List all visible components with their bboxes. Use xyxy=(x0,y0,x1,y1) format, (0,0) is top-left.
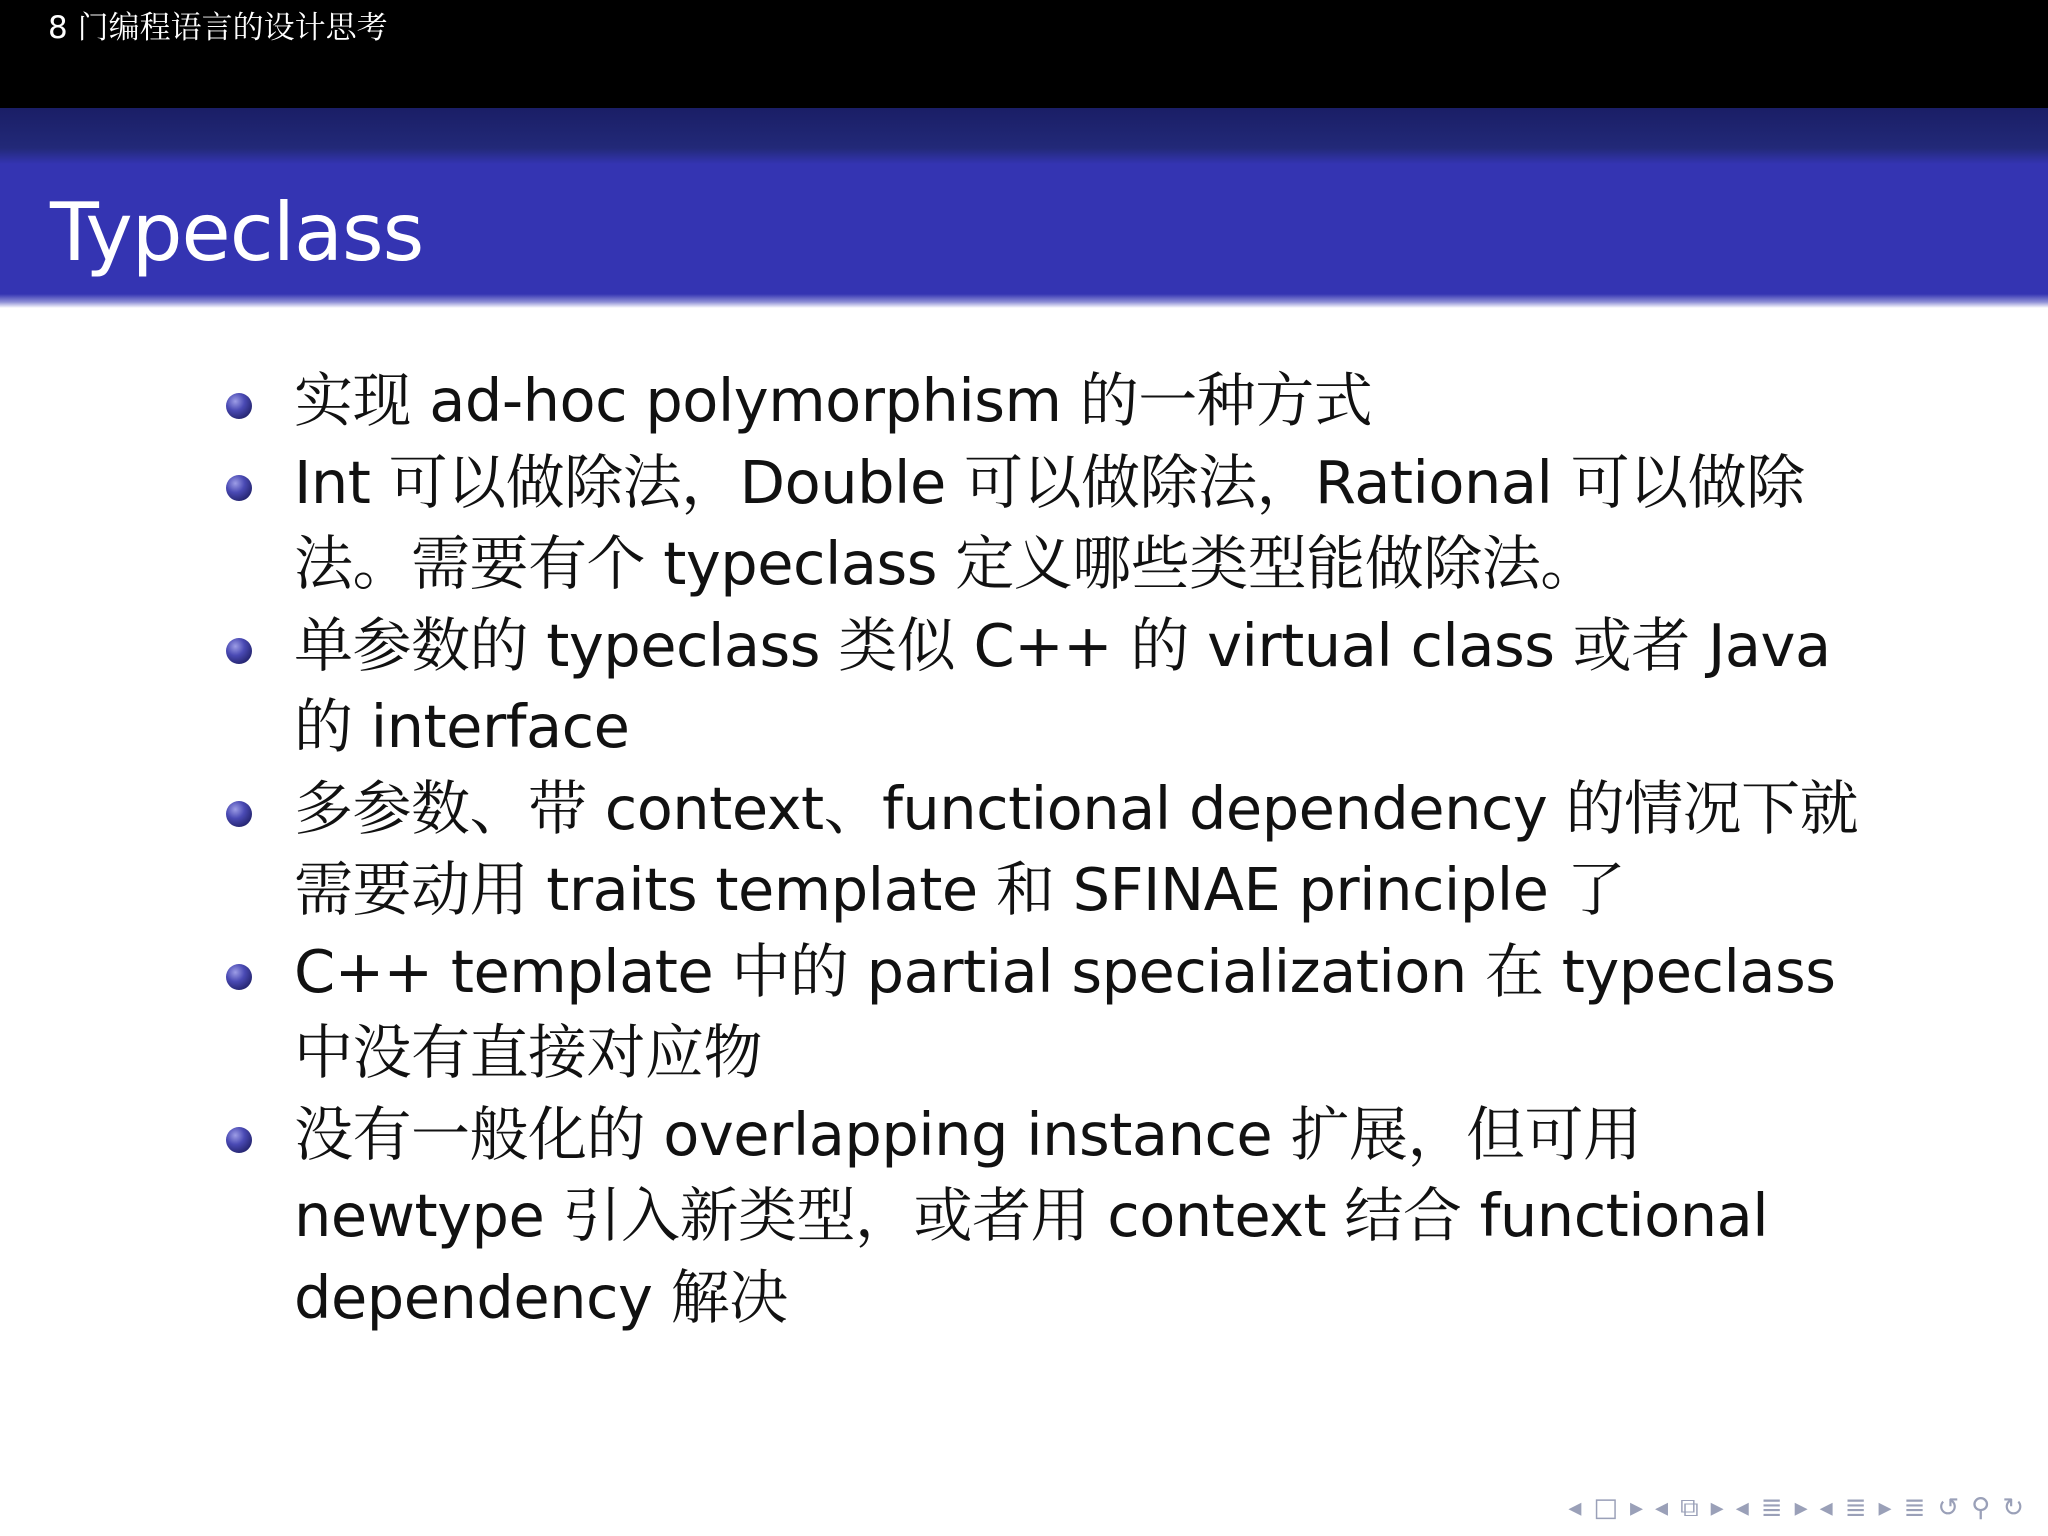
list-item xyxy=(226,1094,1906,1339)
nav-prev-frame-icon[interactable]: ◂ xyxy=(1568,1493,1582,1523)
nav-subsection-icon[interactable]: ⧉ xyxy=(1680,1492,1699,1523)
list-item xyxy=(226,605,1906,768)
nav-forward-icon[interactable]: ↻ xyxy=(2002,1493,2024,1523)
list-item-text: 没有一般化的 overlapping instance 扩展，但可用 newtype 引入新类型，或者用 context 结合 functional dependency 解决 xyxy=(294,1099,1769,1332)
document-title: 8 门编程语言的设计思考 xyxy=(48,10,388,46)
list-item-text: 多参数、带 context、functional dependency 的情况下就需要动用 traits template 和 SFINAE principle 了 xyxy=(294,773,1859,924)
nav-next-subsection-icon[interactable]: ▸ xyxy=(1710,1493,1724,1523)
bullet-icon xyxy=(226,1127,252,1153)
bullet-icon xyxy=(226,964,252,990)
nav-prev-part-icon[interactable]: ◂ xyxy=(1819,1493,1833,1523)
nav-back-icon[interactable]: ↺ xyxy=(1937,1493,1960,1523)
list-item xyxy=(226,442,1906,605)
list-item-text: Int 可以做除法，Double 可以做除法，Rational 可以做除法。需要有个 typeclass 定义哪些类型能做除法。 xyxy=(294,447,1805,598)
nav-prev-subsection-icon[interactable]: ◂ xyxy=(1655,1493,1669,1523)
nav-next-frame-icon[interactable]: ▸ xyxy=(1629,1493,1644,1523)
nav-part-icon[interactable]: ≣ xyxy=(1844,1493,1867,1523)
frame-title: Typeclass xyxy=(50,186,424,279)
bullet-icon xyxy=(226,393,252,419)
list-item-text: C++ template 中的 partial specialization 在 typeclass 中没有直接对应物 xyxy=(294,936,1836,1087)
nav-next-section-icon[interactable]: ▸ xyxy=(1794,1493,1808,1523)
header-bar xyxy=(0,0,2048,108)
list-item xyxy=(226,768,1906,931)
list-item-text: 实现 ad-hoc polymorphism 的一种方式 xyxy=(294,366,1373,435)
nav-search-icon[interactable]: ⚲ xyxy=(1971,1493,1991,1523)
bullet-icon xyxy=(226,475,252,501)
list-item xyxy=(226,931,1906,1094)
bullet-icon xyxy=(226,638,252,664)
nav-section-icon[interactable]: ≣ xyxy=(1760,1493,1783,1523)
list-item-text: 单参数的 typeclass 类似 C++ 的 virtual class 或者 Java 的 interface xyxy=(294,610,1831,761)
list-item xyxy=(226,360,1906,442)
nav-next-part-icon[interactable]: ▸ xyxy=(1878,1493,1892,1523)
beamer-navigation xyxy=(1568,1488,2024,1528)
nav-toc-icon[interactable]: ≣ xyxy=(1903,1493,1926,1523)
bullet-icon xyxy=(226,801,252,827)
nav-frame-icon[interactable]: □ xyxy=(1593,1493,1618,1523)
bullet-list xyxy=(226,360,1906,1338)
nav-prev-section-icon[interactable]: ◂ xyxy=(1735,1493,1749,1523)
